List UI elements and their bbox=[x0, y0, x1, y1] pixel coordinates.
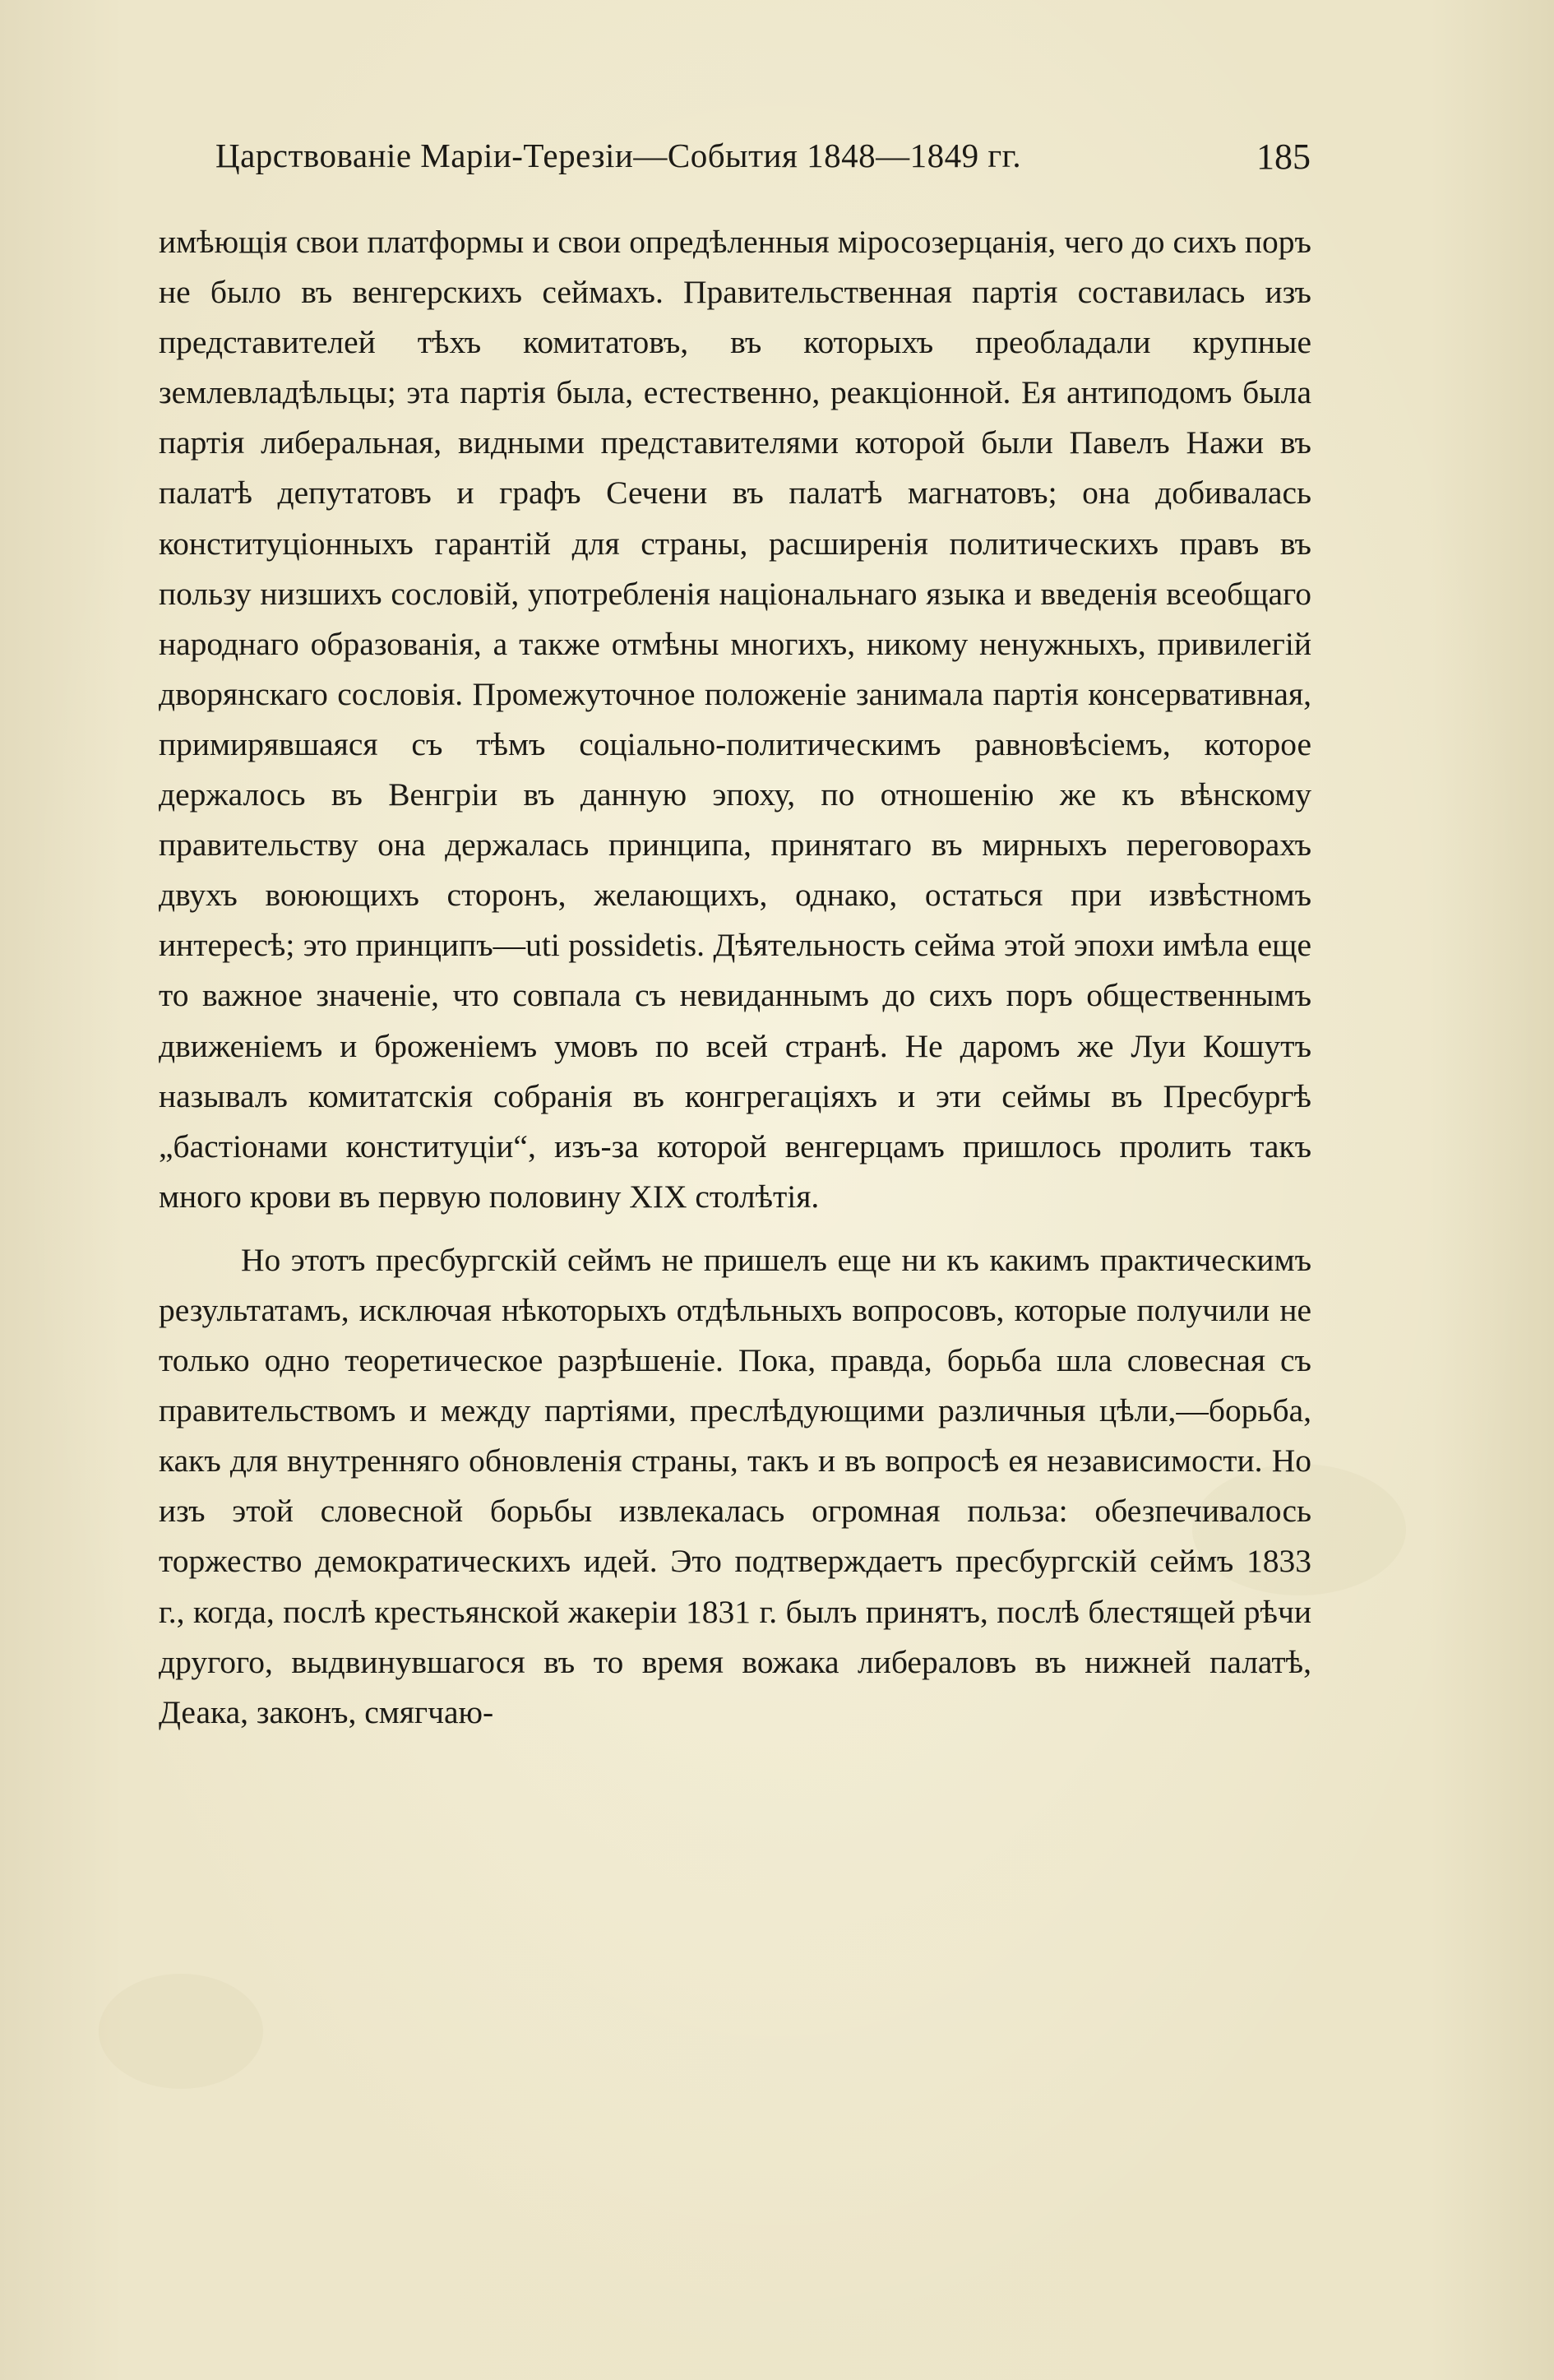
running-title: Царствованіе Маріи-Терезіи—События 1848—1849 гг. bbox=[215, 137, 1022, 174]
body-text bbox=[159, 217, 1311, 1738]
paper-stain bbox=[99, 1974, 263, 2089]
paragraph-continued: имѣющія свои платформы и свои опредѣленныя міросозерцанія, чего до сихъ поръ не было въ венгерскихъ сеймахъ. Правительственная партія составилась изъ представителей тѣхъ комитатовъ, въ которыхъ преобладали крупные землевладѣльцы; эта партія была, естественно, реакціонной. Ея антиподомъ была партія либеральная, видными представителями которой были Павелъ Нажи въ палатѣ депутатовъ и графъ Сечени въ палатѣ магнатовъ; она добивалась конституціонныхъ гарантій для страны, расширенія политическихъ правъ въ пользу низшихъ сословій, употребленія національнаго языка и введенія всеобщаго народнаго образованія, а также отмѣны многихъ, никому ненужныхъ, привилегій дворянскаго сословія. Промежуточное положеніе занимала партія консервативная, примирявшаяся съ тѣмъ соціально-политическимъ равновѣсіемъ, которое держалось въ Венгріи въ данную эпоху, по отношенію же къ вѣнскому правительству она держалась принципа, принятаго въ мирныхъ переговорахъ двухъ воюющихъ сторонъ, желающихъ, однако, остаться при извѣстномъ интересѣ; это принципъ—uti possidetis. Дѣятельность сейма этой эпохи имѣла еще то важное значеніе, что совпала съ невиданнымъ до сихъ поръ общественнымъ движеніемъ и броженіемъ умовъ по всей странѣ. Не даромъ же Луи Кошутъ называлъ комитатскія собранія въ конгрегаціяхъ и эти сеймы въ Пресбургѣ „бастіонами конституціи“, изъ-за которой венгерцамъ пришлось пролить такъ много крови въ первую половину XIX столѣтія. bbox=[159, 224, 1311, 1215]
page-header bbox=[215, 136, 1311, 185]
page-number: 185 bbox=[1256, 137, 1311, 177]
paragraph: Но этотъ пресбургскій сеймъ не пришелъ еще ни къ какимъ практическимъ результатамъ, исключая нѣкоторыхъ отдѣльныхъ вопросовъ, которые получили не только одно теоретическое разрѣшеніе. Пока, правда, борьба шла словесная съ правительствомъ и между партіями, преслѣдующими различныя цѣли,—борьба, какъ для внутренняго обновленія страны, такъ и въ вопросѣ ея независимости. Но изъ этой словесной борьбы извлекалась огромная польза: обезпечивалось торжество демократическихъ идей. Это подтверждаетъ пресбургскій сеймъ 1833 г., когда, послѣ крестьянской жакеріи 1831 г. былъ принятъ, послѣ блестящей рѣчи другого, выдвинувшагося въ то время вожака либераловъ въ нижней палатѣ, Деака, законъ, смягчаю- bbox=[159, 1241, 1311, 1730]
